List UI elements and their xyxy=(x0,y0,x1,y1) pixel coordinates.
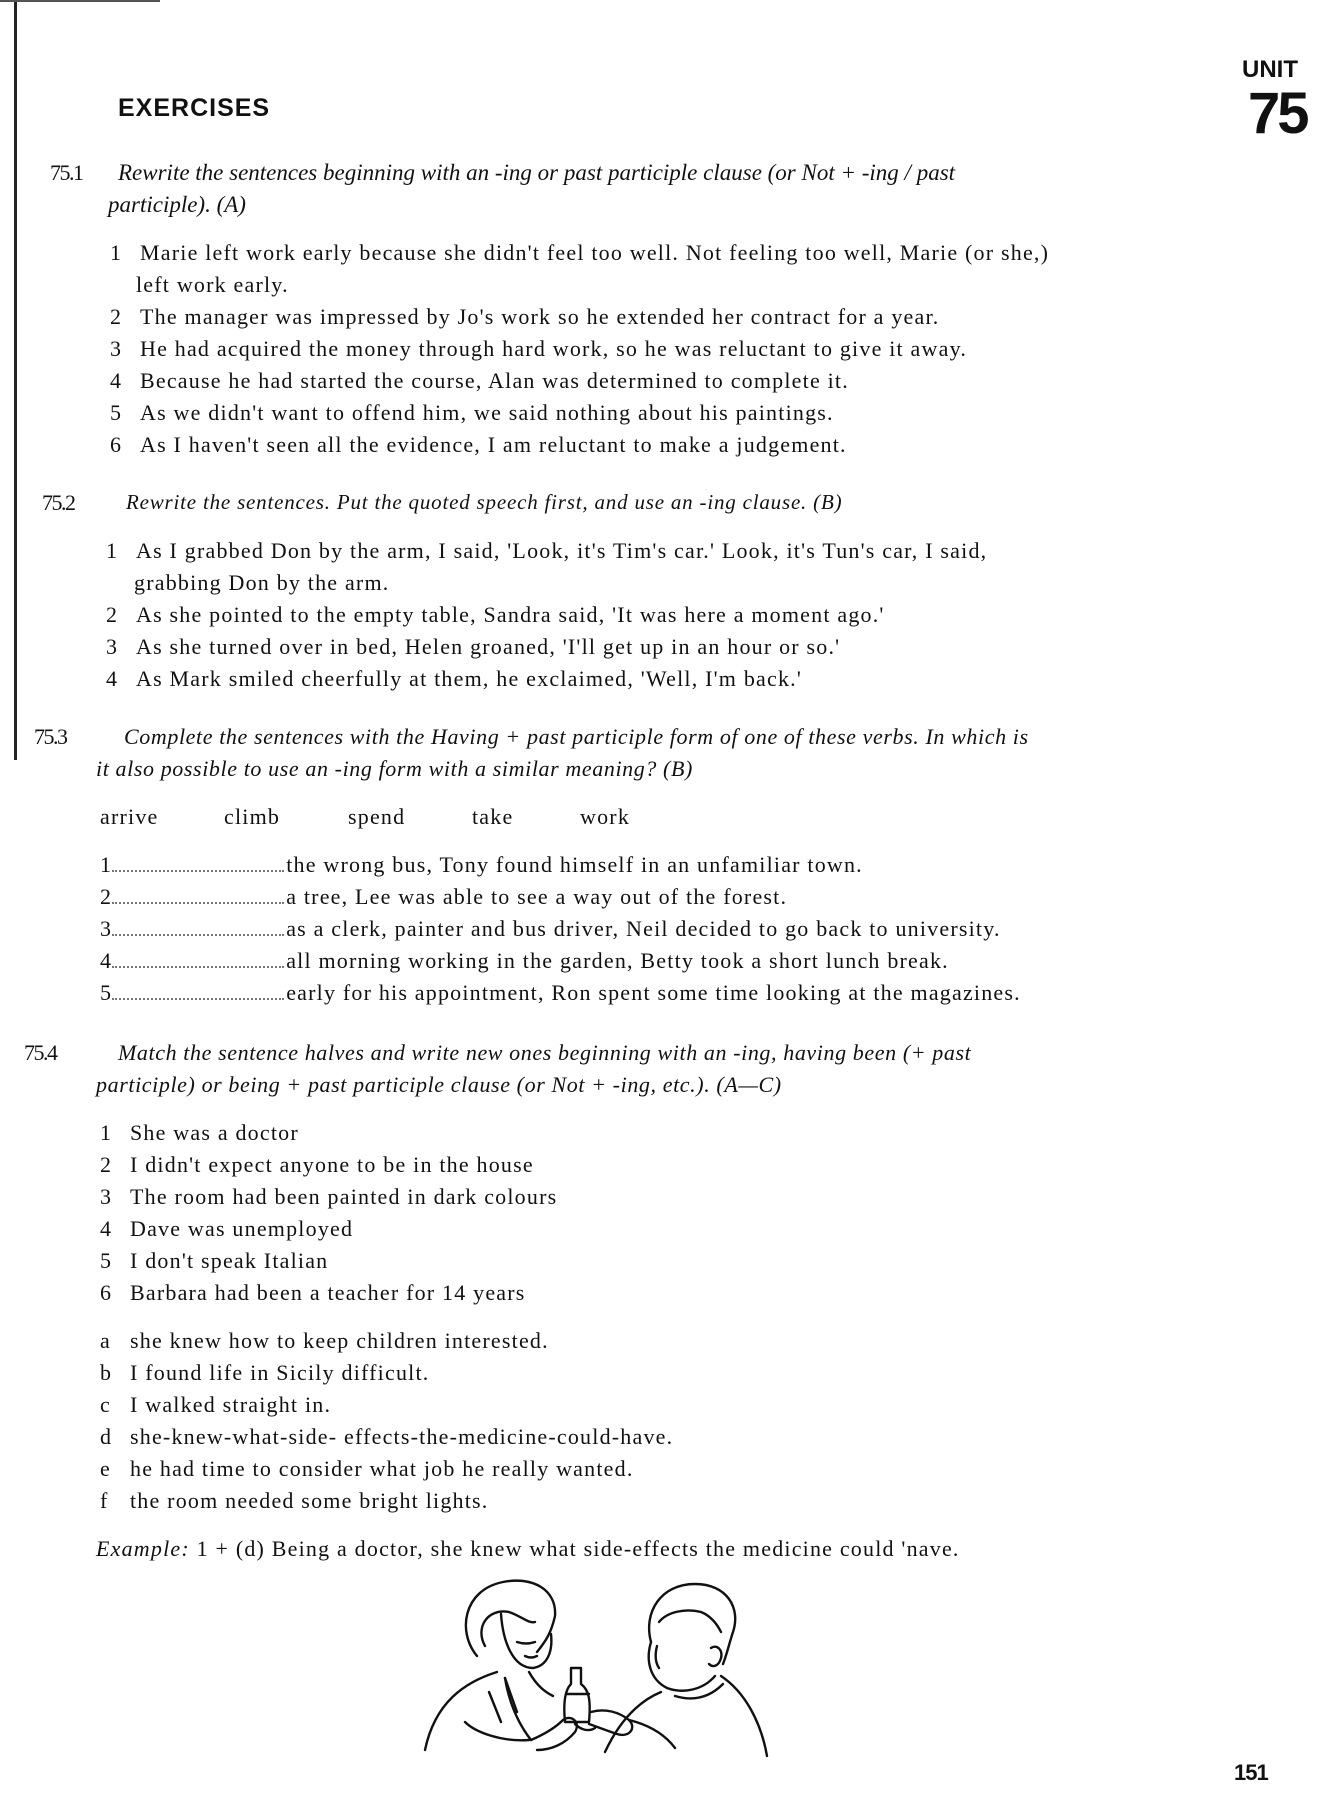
list-item: 5 I don't speak Italian xyxy=(100,1248,329,1273)
verb-option: take xyxy=(472,804,514,829)
answer-blank[interactable] xyxy=(112,948,284,968)
handwritten-answer-cont: left work early. xyxy=(136,272,289,297)
list-item: 4 As Mark smiled cheerfully at them, he exclaimed, 'Well, I'm back.' xyxy=(106,666,803,691)
list-item: 2 I didn't expect anyone to be in the house xyxy=(100,1152,534,1177)
list-item: 6 Barbara had been a teacher for 14 years xyxy=(100,1280,526,1305)
list-item: 5 early for his appointment, Ron spent some time looking at the magazines. xyxy=(100,980,1021,1005)
man-hand xyxy=(589,1710,632,1734)
top-rule xyxy=(0,0,160,2)
list-item: f the room needed some bright lights. xyxy=(100,1488,489,1513)
doctor-coat xyxy=(425,1672,531,1750)
exercise-number-75-1: 75.1 xyxy=(50,160,83,185)
list-item: 3 As she turned over in bed, Helen groaned, 'I'll get up in an hour or so.' xyxy=(106,634,841,659)
page-number: 151 xyxy=(1234,1760,1268,1785)
verb-box xyxy=(100,804,630,830)
exercise-75-3-instruction-cont: it also possible to use an -ing form with a similar meaning? (B) xyxy=(96,756,693,781)
unit-number: 75 xyxy=(1248,81,1307,146)
list-item: 3 The room had been painted in dark colours xyxy=(100,1184,558,1209)
example-text: 1 + (d) Being a doctor, she knew what side-effects the medicine could 'nave. xyxy=(196,1536,960,1561)
doctor-hair xyxy=(466,1581,555,1656)
verb-option: work xyxy=(580,804,631,829)
list-item: d she-knew-what-side- effects-the-medicine-could-have. xyxy=(100,1424,674,1449)
margin-rule xyxy=(14,0,17,760)
page-title: EXERCISES xyxy=(118,94,271,122)
answer-blank[interactable] xyxy=(112,852,284,872)
unit-label: UNIT xyxy=(1242,56,1298,83)
list-item: 4 all morning working in the garden, Betty took a short lunch break. xyxy=(100,948,949,973)
exercise-number-75-3: 75.3 xyxy=(34,724,67,749)
list-item: 1 the wrong bus, Tony found himself in an unfamiliar town. xyxy=(100,852,863,877)
example-line xyxy=(96,1536,960,1562)
list-item: 2 As she pointed to the empty table, Sandra said, 'It was here a moment ago.' xyxy=(106,602,885,627)
exercise-75-4-instruction: Match the sentence halves and write new ones beginning with an -ing, having been (+ past xyxy=(118,1040,972,1065)
example-label: Example: xyxy=(96,1536,190,1561)
list-item: 3 as a clerk, painter and bus driver, Neil decided to go back to university. xyxy=(100,916,1001,941)
exercise-75-1-instruction: Rewrite the sentences beginning with an -ing or past participle clause (or Not + -ing / past xyxy=(118,160,956,185)
exercise-number-75-2: 75.2 xyxy=(42,490,75,515)
list-item: a she knew how to keep children interested. xyxy=(100,1328,549,1353)
list-item: b I found life in Sicily difficult. xyxy=(100,1360,430,1385)
answer-blank[interactable] xyxy=(112,980,284,1000)
exercise-75-4-instruction-cont: participle) or being + past participle clause (or Not + -ing, etc.). (A—C) xyxy=(96,1072,782,1097)
handwritten-answer-cont: grabbing Don by the arm. xyxy=(134,570,390,595)
list-item: 5 As we didn't want to offend him, we said nothing about his paintings. xyxy=(110,400,834,425)
answer-blank[interactable] xyxy=(112,884,284,904)
list-item: 4 Dave was unemployed xyxy=(100,1216,354,1241)
list-item: 2 a tree, Lee was able to see a way out of the forest. xyxy=(100,884,788,909)
doctor-illustration xyxy=(405,1572,825,1764)
verb-option: spend xyxy=(348,804,406,829)
list-item: 4 Because he had started the course, Alan was determined to complete it. xyxy=(110,368,849,393)
list-item: 6 As I haven't seen all the evidence, I am reluctant to make a judgement. xyxy=(110,432,847,457)
list-item: 1 She was a doctor xyxy=(100,1120,299,1145)
exercise-75-2-instruction: Rewrite the sentences. Put the quoted speech first, and use an -ing clause. (B) xyxy=(126,490,843,514)
exercise-number-75-4: 75.4 xyxy=(24,1040,57,1065)
answer-blank[interactable] xyxy=(112,916,284,936)
verb-option: arrive xyxy=(100,804,159,829)
list-item: c I walked straight in. xyxy=(100,1392,332,1417)
handwritten-answer: Not feeling too well, Marie (or she,) xyxy=(685,240,1050,265)
list-item: 1 As I grabbed Don by the arm, I said, 'Look, it's Tim's car.' Look, it's Tun's car, I said, xyxy=(106,538,988,563)
verb-option: climb xyxy=(224,804,281,829)
exercise-75-1-instruction-cont: participle). (A) xyxy=(108,192,246,217)
handwritten-answer: Look, it's Tun's car, I said, xyxy=(721,538,988,563)
list-item: e he had time to consider what job he really wanted. xyxy=(100,1456,634,1481)
list-item: 3 He had acquired the money through hard work, so he was reluctant to give it away. xyxy=(110,336,968,361)
exercise-75-3-instruction: Complete the sentences with the Having + past participle form of one of these verbs. In which is xyxy=(124,724,1029,749)
list-item: 1 Marie left work early because she didn't feel too well. Not feeling too well, Marie (or she,) xyxy=(110,240,1050,265)
list-item: 2 The manager was impressed by Jo's work so he extended her contract for a year. xyxy=(110,304,940,329)
man-body xyxy=(605,1676,767,1756)
